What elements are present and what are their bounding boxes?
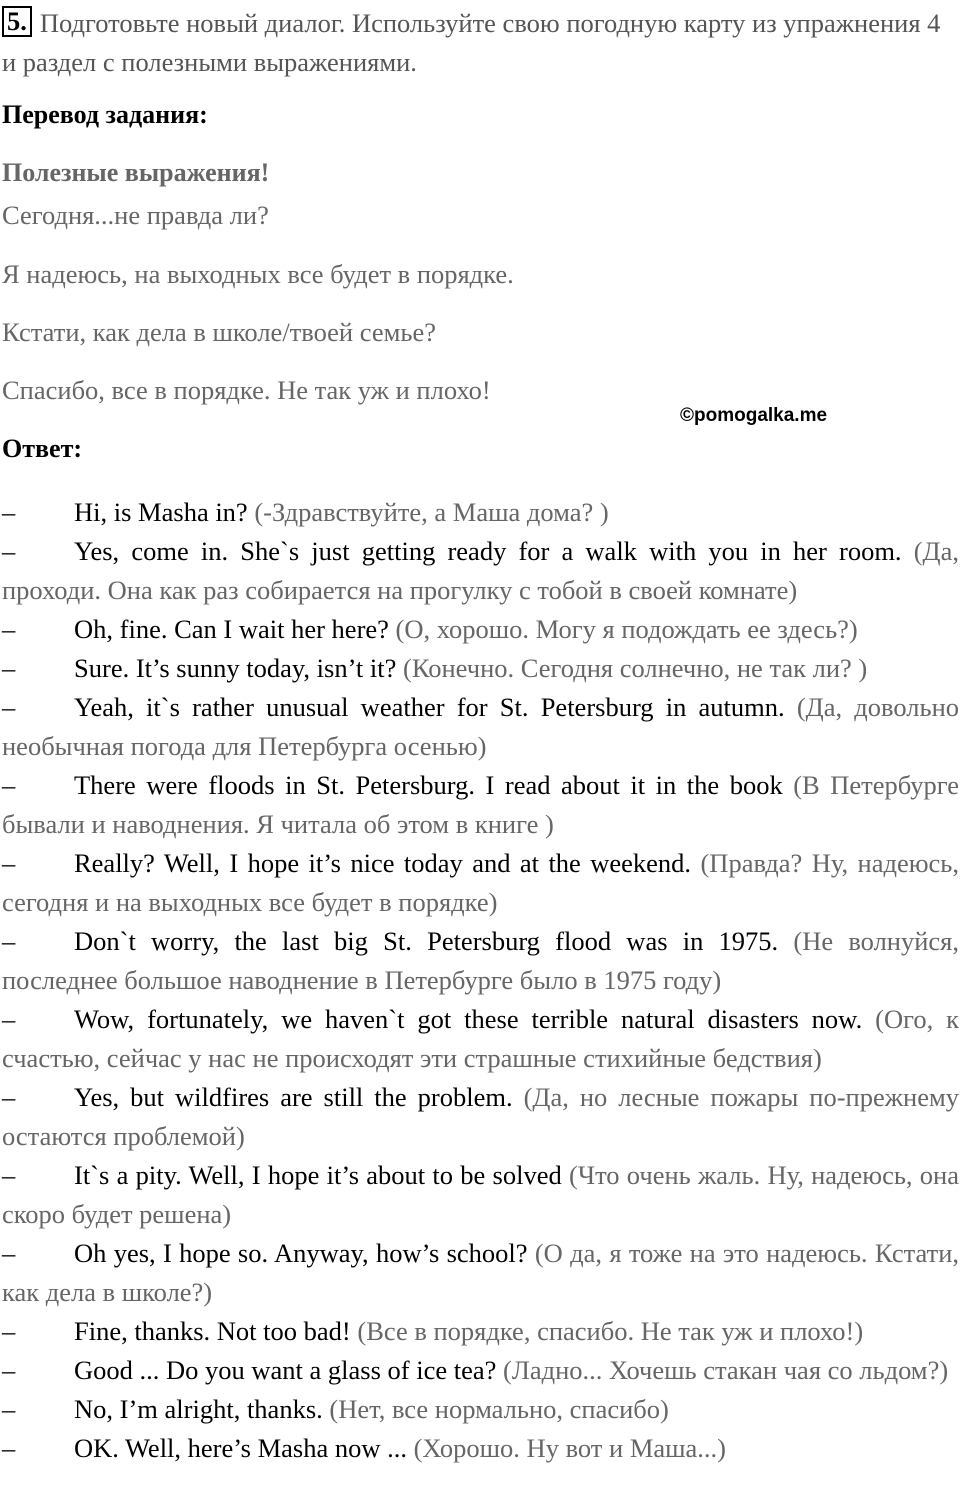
dash-marker: – bbox=[2, 1433, 16, 1463]
dialog bbox=[2, 493, 959, 1468]
dialog-line bbox=[2, 1234, 959, 1312]
russian-translation: (-Здравствуйте, а Маша дома? ) bbox=[254, 497, 609, 527]
english-text: Yes, come in. She`s just getting ready for a walk with you in her room. bbox=[74, 536, 902, 566]
english-text: There were floods in St. Petersburg. I read about it in the book bbox=[74, 770, 783, 800]
dash-marker: – bbox=[2, 1238, 16, 1268]
russian-translation: (Нет, все нормально, спасибо) bbox=[329, 1394, 669, 1424]
dialog-line bbox=[2, 649, 959, 688]
dash-marker: – bbox=[2, 1004, 16, 1034]
task-text: Подготовьте новый диалог. Используйте свою погодную карту из упражнения 4 и раздел с полезными выражениями. bbox=[2, 8, 941, 77]
dash-marker: – bbox=[2, 614, 16, 644]
russian-translation: (Конечно. Сегодня солнечно, не так ли? ) bbox=[403, 653, 868, 683]
english-text: Hi, is Masha in? bbox=[74, 497, 248, 527]
dialog-line bbox=[2, 922, 959, 1000]
english-text: Yes, but wildfires are still the problem. bbox=[74, 1082, 513, 1112]
phrase-item: Кстати, как дела в школе/твоей семье? bbox=[2, 317, 436, 347]
english-text: Oh, fine. Can I wait her here? bbox=[74, 614, 389, 644]
english-text: Don`t worry, the last big St. Petersburg flood was in 1975. bbox=[74, 926, 779, 956]
dialog-line bbox=[2, 844, 959, 922]
dialog-line bbox=[2, 610, 959, 649]
english-text: Yeah, it`s rather unusual weather for St. Petersburg in autumn. bbox=[74, 692, 785, 722]
watermark: ©pomogalka.me bbox=[680, 405, 828, 426]
russian-translation: (Не волнуйся, последнее большое наводнение в Петербурге было в 1975 году) bbox=[2, 926, 959, 995]
dash-marker: – bbox=[2, 1355, 16, 1385]
english-text: Good ... Do you want a glass of ice tea? bbox=[74, 1355, 497, 1385]
dash-marker: – bbox=[2, 1316, 16, 1346]
russian-translation: (О, хорошо. Могу я подождать ее здесь?) bbox=[395, 614, 858, 644]
english-text: Oh yes, I hope so. Anyway, how’s school? bbox=[74, 1238, 528, 1268]
dialog-line bbox=[2, 1351, 959, 1390]
dialog-line bbox=[2, 532, 959, 610]
english-text: No, I’m alright, thanks. bbox=[74, 1394, 323, 1424]
dialog-line bbox=[2, 1312, 959, 1351]
english-text: Fine, thanks. Not too bad! bbox=[74, 1316, 351, 1346]
russian-translation: (О да, я тоже на это надеюсь. Кстати, как дела в школе?) bbox=[2, 1238, 960, 1307]
english-text: OK. Well, here’s Masha now ... bbox=[74, 1433, 407, 1463]
dash-marker: – bbox=[2, 692, 16, 722]
dialog-line bbox=[2, 1390, 959, 1429]
dash-marker: – bbox=[2, 926, 16, 956]
answer-heading: Ответ: bbox=[2, 434, 83, 463]
dialog-line bbox=[2, 766, 959, 844]
dash-marker: – bbox=[2, 1082, 16, 1112]
english-text: Really? Well, I hope it’s nice today and at the weekend. bbox=[74, 848, 692, 878]
dash-marker: – bbox=[2, 536, 16, 566]
task-statement bbox=[2, 4, 952, 82]
russian-translation: (Хорошо. Ну вот и Маша...) bbox=[413, 1433, 727, 1463]
english-text: Sure. It’s sunny today, isn’t it? bbox=[74, 653, 397, 683]
phrase-item: Я надеюсь, на выходных все будет в порядке. bbox=[2, 259, 514, 289]
russian-translation: (Правда? Ну, надеюсь, сегодня и на выходных все будет в порядке) bbox=[2, 848, 959, 917]
russian-translation: (Ладно... Хочешь стакан чая со льдом?) bbox=[503, 1355, 949, 1385]
dialog-line bbox=[2, 1000, 959, 1078]
dialog-line bbox=[2, 1156, 959, 1234]
dash-marker: – bbox=[2, 848, 16, 878]
dialog-line bbox=[2, 1429, 959, 1468]
phrase-item: Сегодня...не правда ли? bbox=[2, 200, 269, 230]
dash-marker: – bbox=[2, 770, 16, 800]
dash-marker: – bbox=[2, 1394, 16, 1424]
dialog-line bbox=[2, 493, 959, 532]
russian-translation: (Что очень жаль. Ну, надеюсь, она скоро будет решена) bbox=[2, 1160, 960, 1229]
russian-translation: (В Петербурге бывали и наводнения. Я читала об этом в книге ) bbox=[2, 770, 960, 839]
russian-translation: (Все в порядке, спасибо. Не так уж и плохо!) bbox=[357, 1316, 864, 1346]
russian-translation: (Да, довольно необычная погода для Петербурга осенью) bbox=[2, 692, 959, 761]
russian-translation: (Ого, к счастью, сейчас у нас не происходят эти страшные стихийные бедствия) bbox=[2, 1004, 960, 1073]
dialog-line bbox=[2, 1078, 959, 1156]
russian-translation: (Да, проходи. Она как раз собирается на прогулку с тобой в своей комнате) bbox=[2, 536, 960, 605]
dash-marker: – bbox=[2, 1160, 16, 1190]
english-text: Wow, fortunately, we haven`t got these terrible natural disasters now. bbox=[74, 1004, 863, 1034]
dash-marker: – bbox=[2, 497, 16, 527]
english-text: It`s a pity. Well, I hope it’s about to be solved bbox=[74, 1160, 562, 1190]
phrases-heading: Полезные выражения! bbox=[2, 158, 270, 187]
russian-translation: (Да, но лесные пожары по-прежнему остаются проблемой) bbox=[2, 1082, 959, 1151]
dash-marker: – bbox=[2, 653, 16, 683]
translation-heading: Перевод задания: bbox=[2, 100, 208, 129]
dialog-line bbox=[2, 688, 959, 766]
phrase-item: Спасибо, все в порядке. Не так уж и плохо! bbox=[2, 375, 491, 405]
task-number: 5. bbox=[2, 6, 32, 37]
